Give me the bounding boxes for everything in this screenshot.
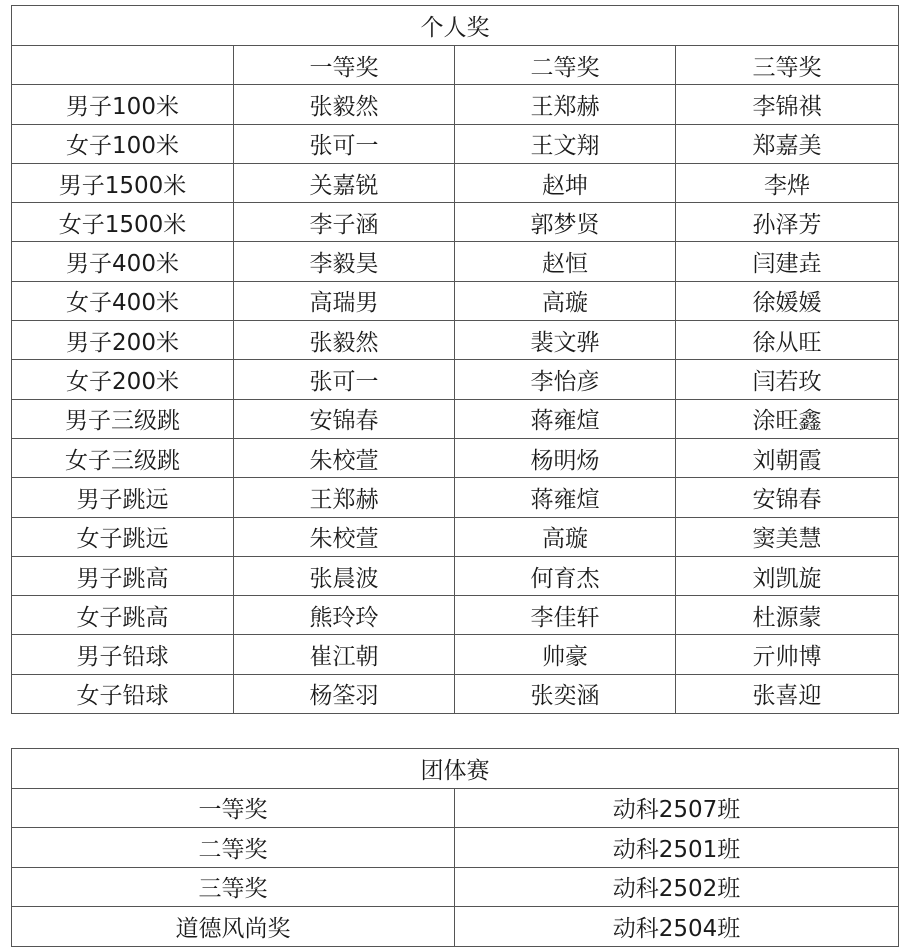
cell-first-prize-winner: 朱校萱 xyxy=(234,517,455,556)
cell-first-prize-winner: 张可一 xyxy=(234,124,455,163)
cell-first-prize-winner: 张可一 xyxy=(234,360,455,399)
table-row xyxy=(12,788,899,828)
cell-event: 女子铅球 xyxy=(12,674,234,713)
cell-third-prize-winner: 李锦祺 xyxy=(676,85,899,124)
cell-third-prize-winner: 闫若玫 xyxy=(676,360,899,399)
cell-event: 男子跳远 xyxy=(12,478,234,517)
header-cell-second-prize: 二等奖 xyxy=(455,46,676,85)
cell-third-prize-winner: 张喜迎 xyxy=(676,674,899,713)
cell-second-prize-winner: 王文翔 xyxy=(455,124,676,163)
cell-event: 男子100米 xyxy=(12,85,234,124)
cell-third-prize-winner: 闫建垚 xyxy=(676,242,899,281)
cell-second-prize-winner: 帅豪 xyxy=(455,635,676,674)
cell-second-prize-winner: 杨明炀 xyxy=(455,438,676,477)
cell-third-prize-winner: 亓帅博 xyxy=(676,635,899,674)
table-row xyxy=(12,321,899,360)
table-row xyxy=(12,828,899,868)
cell-second-prize-winner: 王郑赫 xyxy=(455,85,676,124)
cell-event: 男子1500米 xyxy=(12,163,234,202)
cell-team-class: 动科2507班 xyxy=(455,788,899,828)
table-row xyxy=(12,635,899,674)
cell-second-prize-winner: 李怡彦 xyxy=(455,360,676,399)
individual-title: 个人奖 xyxy=(12,6,899,46)
cell-team-class: 动科2501班 xyxy=(455,828,899,868)
cell-third-prize-winner: 徐媛媛 xyxy=(676,281,899,320)
cell-event: 女子跳远 xyxy=(12,517,234,556)
cell-second-prize-winner: 高璇 xyxy=(455,281,676,320)
cell-first-prize-winner: 张晨波 xyxy=(234,556,455,595)
table-row xyxy=(12,517,899,556)
cell-first-prize-winner: 崔江朝 xyxy=(234,635,455,674)
cell-third-prize-winner: 涂旺鑫 xyxy=(676,399,899,438)
table-row xyxy=(12,360,899,399)
team-title: 团体赛 xyxy=(12,749,899,789)
cell-first-prize-winner: 张毅然 xyxy=(234,321,455,360)
cell-event: 男子跳高 xyxy=(12,556,234,595)
cell-first-prize-winner: 张毅然 xyxy=(234,85,455,124)
cell-second-prize-winner: 何育杰 xyxy=(455,556,676,595)
table-row xyxy=(12,399,899,438)
cell-first-prize-winner: 杨筌羽 xyxy=(234,674,455,713)
cell-second-prize-winner: 赵坤 xyxy=(455,163,676,202)
header-cell-event xyxy=(12,46,234,85)
table-row xyxy=(12,85,899,124)
cell-team-award: 三等奖 xyxy=(12,867,455,907)
table-row xyxy=(12,596,899,635)
cell-event: 女子400米 xyxy=(12,281,234,320)
cell-event: 女子200米 xyxy=(12,360,234,399)
cell-second-prize-winner: 蒋雍煊 xyxy=(455,478,676,517)
cell-event: 男子铅球 xyxy=(12,635,234,674)
cell-third-prize-winner: 孙泽芳 xyxy=(676,203,899,242)
table-row xyxy=(12,478,899,517)
cell-team-award: 道德风尚奖 xyxy=(12,907,455,947)
cell-second-prize-winner: 蒋雍煊 xyxy=(455,399,676,438)
cell-second-prize-winner: 高璇 xyxy=(455,517,676,556)
table-row xyxy=(12,163,899,202)
cell-second-prize-winner: 郭梦贤 xyxy=(455,203,676,242)
table-row xyxy=(12,242,899,281)
cell-event: 女子1500米 xyxy=(12,203,234,242)
cell-event: 女子三级跳 xyxy=(12,438,234,477)
table-row xyxy=(12,907,899,947)
team-awards-table xyxy=(11,748,899,947)
individual-header-row xyxy=(12,46,899,85)
cell-first-prize-winner: 王郑赫 xyxy=(234,478,455,517)
cell-first-prize-winner: 关嘉锐 xyxy=(234,163,455,202)
cell-third-prize-winner: 徐从旺 xyxy=(676,321,899,360)
cell-second-prize-winner: 张奕涵 xyxy=(455,674,676,713)
cell-third-prize-winner: 杜源蒙 xyxy=(676,596,899,635)
cell-third-prize-winner: 郑嘉美 xyxy=(676,124,899,163)
cell-second-prize-winner: 裴文骅 xyxy=(455,321,676,360)
header-cell-third-prize: 三等奖 xyxy=(676,46,899,85)
cell-third-prize-winner: 刘朝霞 xyxy=(676,438,899,477)
cell-third-prize-winner: 窦美慧 xyxy=(676,517,899,556)
table-row xyxy=(12,556,899,595)
table-row xyxy=(12,203,899,242)
cell-first-prize-winner: 李毅昊 xyxy=(234,242,455,281)
table-row xyxy=(12,674,899,713)
cell-first-prize-winner: 朱校萱 xyxy=(234,438,455,477)
cell-third-prize-winner: 李烨 xyxy=(676,163,899,202)
cell-first-prize-winner: 安锦春 xyxy=(234,399,455,438)
individual-awards-table xyxy=(11,5,899,714)
cell-team-class: 动科2502班 xyxy=(455,867,899,907)
cell-event: 女子跳高 xyxy=(12,596,234,635)
cell-third-prize-winner: 安锦春 xyxy=(676,478,899,517)
table-row xyxy=(12,867,899,907)
cell-event: 男子200米 xyxy=(12,321,234,360)
cell-team-award: 二等奖 xyxy=(12,828,455,868)
table-row xyxy=(12,438,899,477)
cell-team-class: 动科2504班 xyxy=(455,907,899,947)
cell-event: 男子400米 xyxy=(12,242,234,281)
cell-event: 男子三级跳 xyxy=(12,399,234,438)
cell-event: 女子100米 xyxy=(12,124,234,163)
table-row xyxy=(12,124,899,163)
team-title-row xyxy=(12,749,899,789)
cell-first-prize-winner: 高瑞男 xyxy=(234,281,455,320)
cell-second-prize-winner: 李佳轩 xyxy=(455,596,676,635)
cell-third-prize-winner: 刘凯旋 xyxy=(676,556,899,595)
cell-first-prize-winner: 李子涵 xyxy=(234,203,455,242)
header-cell-first-prize: 一等奖 xyxy=(234,46,455,85)
cell-second-prize-winner: 赵恒 xyxy=(455,242,676,281)
individual-title-row xyxy=(12,6,899,46)
cell-team-award: 一等奖 xyxy=(12,788,455,828)
cell-first-prize-winner: 熊玲玲 xyxy=(234,596,455,635)
table-row xyxy=(12,281,899,320)
